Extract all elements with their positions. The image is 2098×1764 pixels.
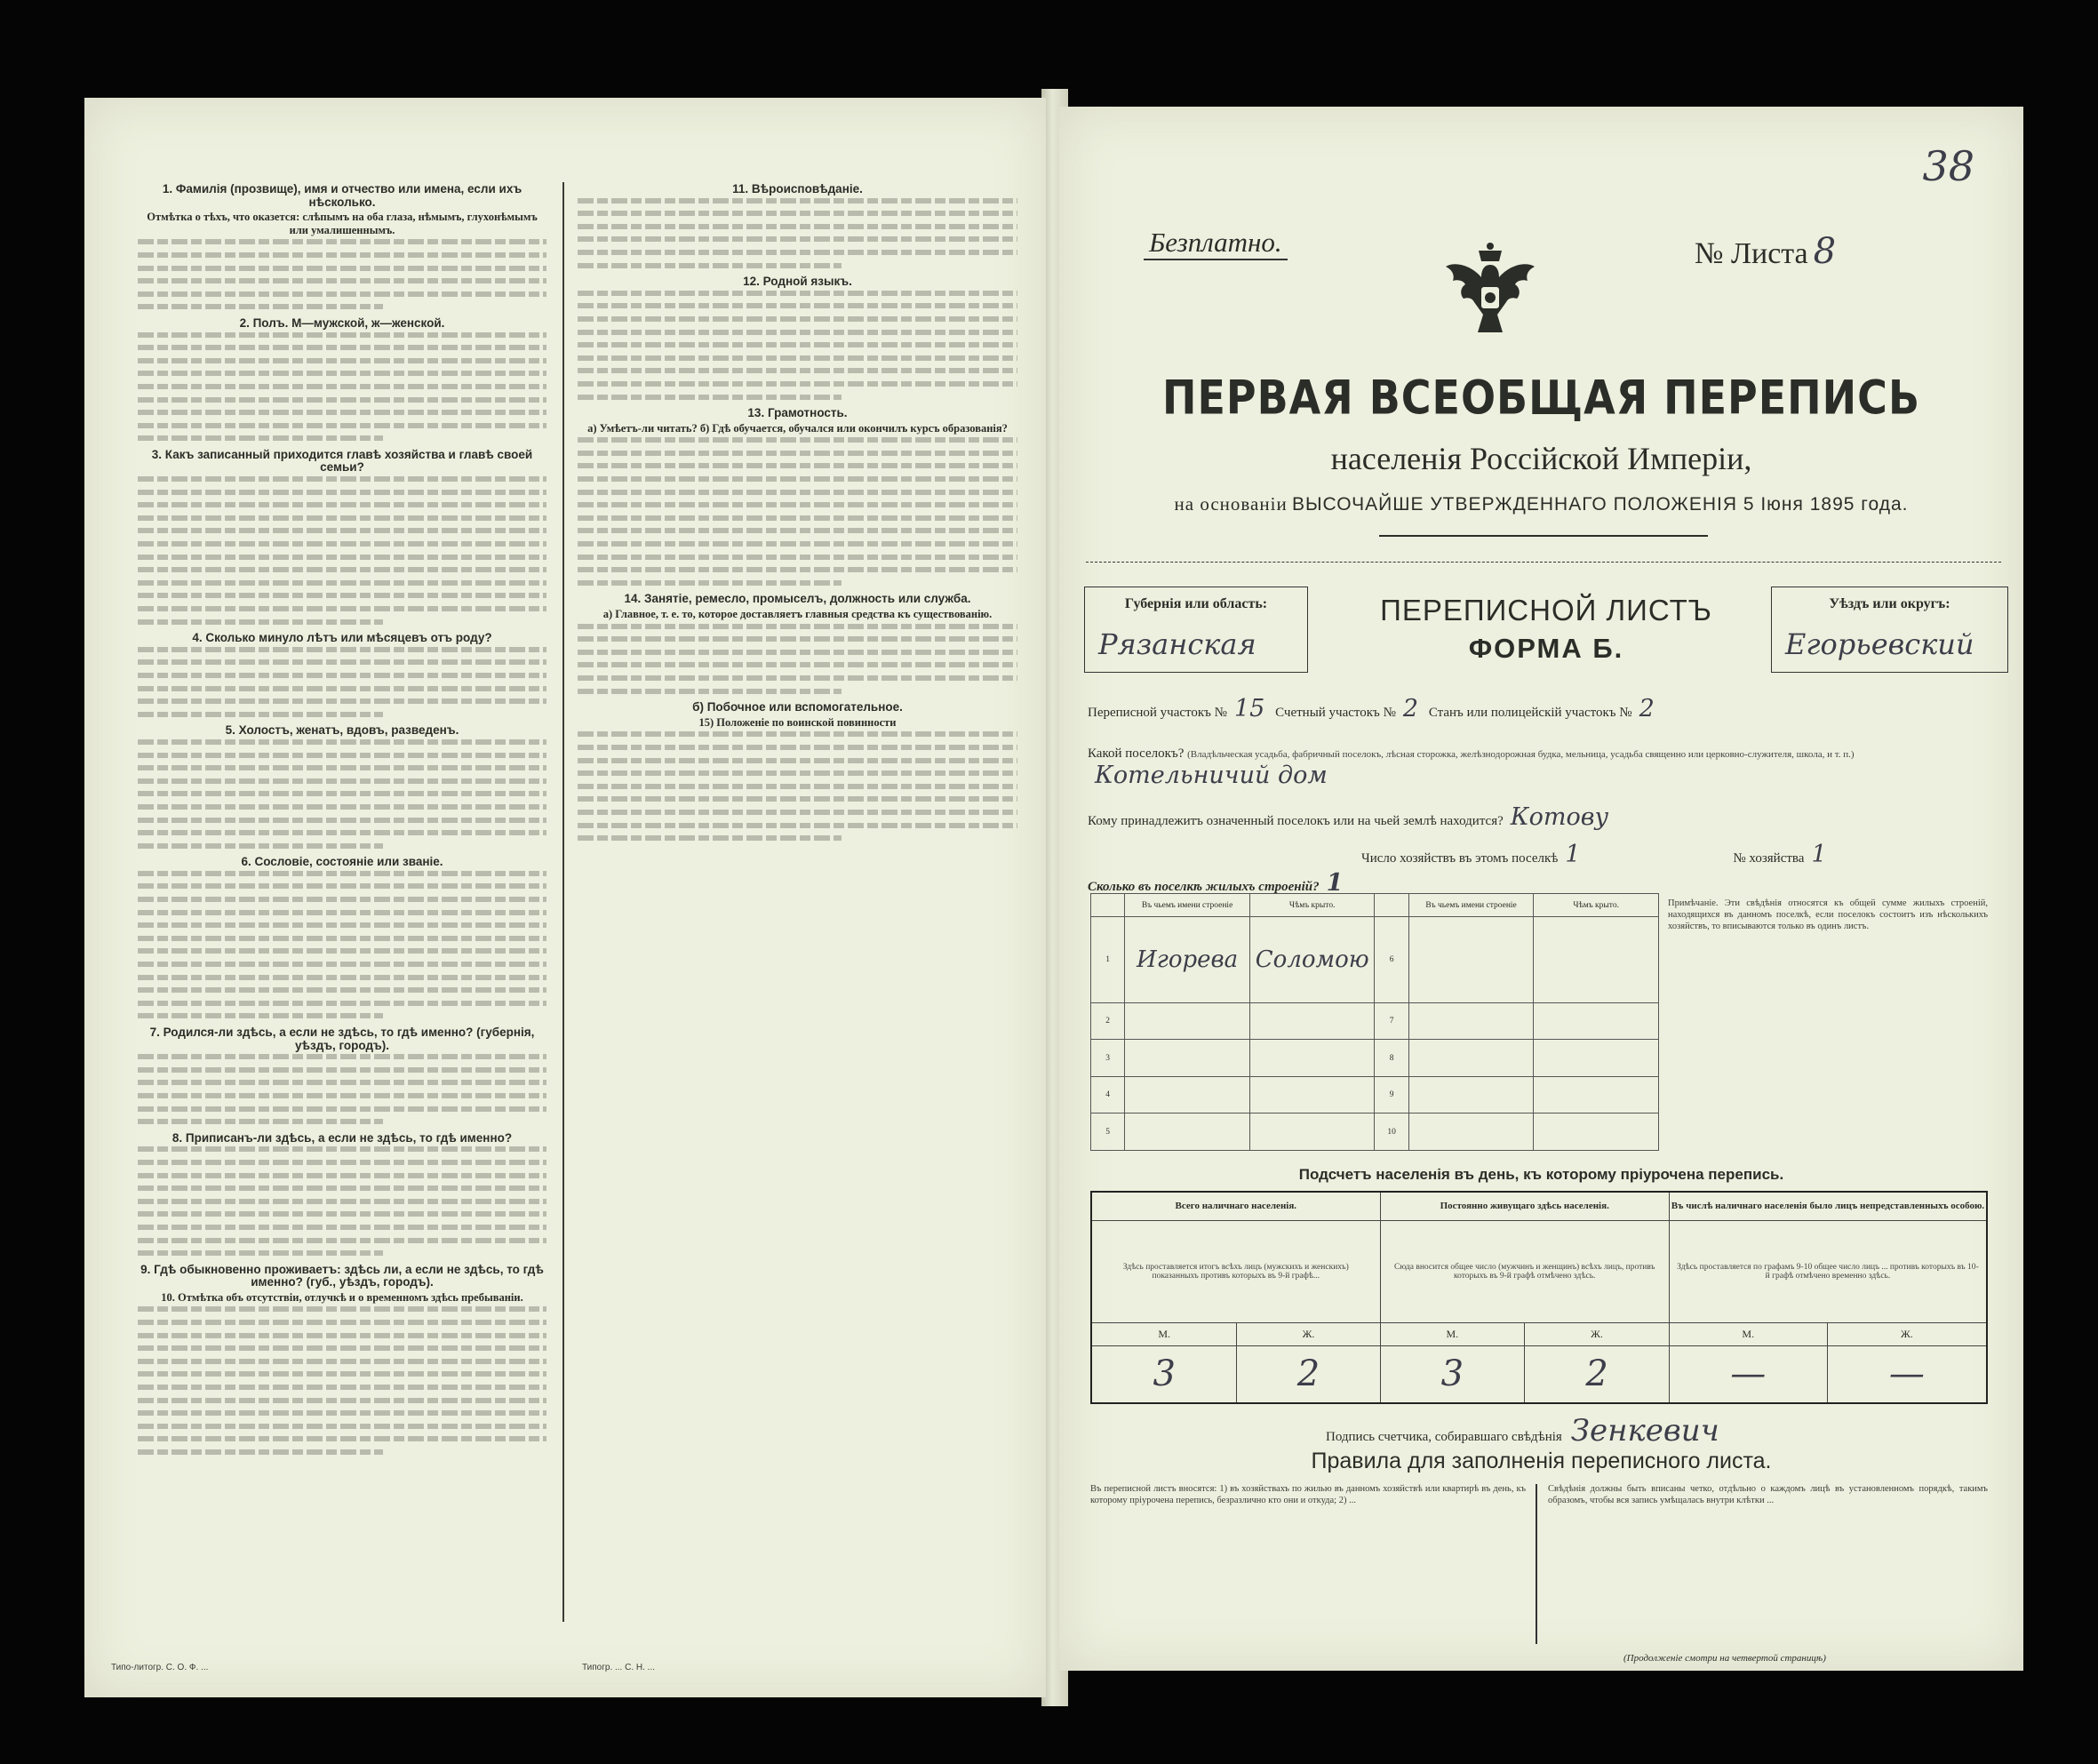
sheet-number-value: 8 — [1813, 231, 1837, 272]
column-divider — [562, 182, 564, 1622]
uezd-value: Егорьевский — [1785, 627, 1974, 661]
illegible-body-text — [138, 1054, 546, 1124]
police-district-value: 2 — [1639, 695, 1655, 722]
unrepresented-female-value: — — [1827, 1345, 1987, 1403]
rules-column-2: Свѣдѣнія должны быть вписаны четко, отдѣльно о каждомъ лицѣ въ установленномъ порядкѣ, такимъ образомъ, чтобы вся запись умѣщалась внутри клѣтки ... — [1548, 1484, 1988, 1505]
illegible-body-text — [578, 198, 1017, 268]
gubernia-label: Губернія или область: — [1124, 596, 1268, 611]
buildings-line: Сколько въ поселкѣ жилыхъ строеній? 1 — [1088, 869, 1344, 897]
gubernia-box — [1084, 587, 1308, 673]
instruction-heading: 12. Родной языкъ. — [743, 275, 852, 289]
instructions-column-a — [138, 178, 546, 1644]
instructions-column-b — [578, 178, 1017, 1644]
rules-title: Правила для заполненія переписного листа. — [1311, 1449, 1772, 1473]
owner-line: Кому принадлежитъ означенный поселокъ или на чьей землѣ находится? Котову — [1088, 803, 1609, 831]
unrepresented-male-value: — — [1669, 1345, 1827, 1403]
instruction-subheading: Отмѣтка о тѣхъ, что оказется: слѣпымъ на оба глаза, нѣмымъ, глухонѣмымъ или умалишеннымъ. — [147, 211, 538, 236]
instruction-subheading: а) Умѣетъ-ли читать? б) Гдѣ обучается, обучался или окончилъ курсъ образованія? — [587, 421, 1008, 435]
illegible-body-text — [138, 871, 546, 1019]
continuation-note: (Продолженіе смотри на четвертой страницѣ) — [1623, 1653, 1826, 1664]
instruction-heading: 9. Гдѣ обыкновенно проживаетъ: здѣсь ли, а если не здѣсь, то гдѣ именно? (губ., уѣздъ, городъ). — [140, 1262, 544, 1289]
buildings-table: Въ чьемъ имени строеніе Чѣмъ крыто. Въ чьемъ имени строеніе Чѣмъ крыто. 1 Игорева Соломою 6 2 7 3 8 4 9 5 10 — [1090, 893, 1659, 1151]
district-value: 15 — [1234, 695, 1265, 722]
dashed-rule — [1086, 562, 2001, 563]
instruction-subheading: 10. Отмѣтка объ отсутствіи, отлучкѣ и о временномъ здѣсь пребываніи. — [161, 1290, 523, 1304]
free-label: Безплатно. — [1144, 227, 1288, 260]
resident-male-value: 3 — [1380, 1345, 1525, 1403]
instruction-heading: б) Побочное или вспомогательное. — [692, 700, 903, 714]
illegible-body-text — [578, 437, 1017, 586]
total-female-value: 2 — [1237, 1345, 1380, 1403]
enumerator-signature-line: Подпись счетчика, собиравшаго свѣдѣнія Зенкевич — [1326, 1413, 1719, 1449]
instruction-heading: 14. Занятіе, ремесло, промыселъ, должность или служба. — [624, 592, 971, 606]
instruction-heading: 7. Родился-ли здѣсь, а если не здѣсь, то гдѣ именно? (губернія, уѣздъ, городъ). — [149, 1026, 535, 1052]
instruction-heading: 5. Холостъ, женатъ, вдовъ, разведенъ. — [225, 723, 459, 738]
instruction-subheading: а) Главное, т. е. то, которое доставляетъ главныя средства къ существованію. — [602, 608, 993, 620]
instruction-subheading: 15) Положеніе по воинской повинности — [698, 715, 897, 729]
illegible-body-text — [578, 291, 1017, 400]
illegible-body-text — [138, 239, 546, 309]
settlement-value: Котельничий дом — [1095, 762, 1328, 789]
population-tally-table: Всего наличнаго населенія. Постоянно живущаго здѣсь населенія. Въ числѣ наличнаго населенія было лицъ непредставленныхъ особою. Здѣсь проставляется итогъ всѣхъ лицъ (мужскихъ и женскихъ) показанныхъ противъ которыхъ въ 9-й графѣ... Сюда вносится общее число (мужчинъ и женщинъ) всѣхъ лицъ, противъ которыхъ въ 9-й графѣ отмѣчено здѣсь. Здѣсь проставляется по графамъ 9-10 общее число лицъ ... противъ которыхъ въ 10-й графѣ отмѣчено временно здѣсь. М. Ж. М. Ж. М. Ж. 3 2 3 2 — — — [1090, 1191, 1988, 1404]
illegible-body-text — [138, 1146, 546, 1256]
building-owner-value: Игорева — [1125, 917, 1250, 1003]
owner-value: Котову — [1510, 803, 1609, 831]
illegible-body-text — [138, 476, 546, 625]
rules-column-1: Въ переписной листъ вносятся: 1) въ хозяйствахъ по жилью въ данномъ хозяйствѣ или квартирѣ въ день, къ которому пріурочена перепись, безразлично кто они и откуда; 2) ... — [1090, 1484, 1526, 1505]
header-boxes — [1084, 587, 2008, 675]
sheet-number-label: № Листа — [1695, 237, 1808, 270]
instruction-heading: 8. Приписанъ-ли здѣсь, а если не здѣсь, то гдѣ именно? — [172, 1130, 513, 1145]
instruction-heading: 6. Сословіе, состояніе или званіе. — [241, 855, 443, 869]
instruction-heading: 11. Вѣроисповѣданіе. — [732, 182, 863, 196]
instruction-heading: 13. Грамотность. — [747, 406, 848, 420]
right-page — [1059, 107, 2023, 1671]
title-rule — [1379, 535, 1708, 537]
uezd-label: Уѣздъ или округъ: — [1829, 596, 1950, 611]
instruction-heading: 4. Сколько минуло лѣтъ или мѣсяцевъ отъ роду? — [192, 631, 492, 645]
total-male-value: 3 — [1091, 1345, 1237, 1403]
double-headed-eagle-icon — [1441, 240, 1539, 355]
gubernia-value: Рязанская — [1098, 627, 1256, 661]
illegible-body-text — [138, 739, 546, 849]
uezd-box — [1771, 587, 2008, 673]
form-subtitle: ФОРМА Б. — [1468, 633, 1624, 664]
tally-heading: Подсчетъ населенія въ день, къ которому пріурочена перепись. — [1298, 1166, 1784, 1183]
rules-divider — [1536, 1484, 1537, 1644]
count-district-value: 2 — [1402, 695, 1419, 722]
instruction-heading: 3. Какъ записанный приходится главѣ хозяйства и главѣ своей семьи? — [151, 447, 533, 475]
illegible-body-text — [578, 624, 1017, 694]
district-line: Переписной участокъ № 15 Счетный участокъ № 2 Станъ или полицейскій участокъ № 2 — [1088, 695, 1655, 722]
instruction-heading: 1. Фамилія (прозвище), имя и отчество или имена, если ихъ нѣсколько. — [162, 182, 523, 209]
illegible-body-text — [138, 1306, 546, 1455]
printer-footer-right: Типогр. ... С. Н. ... — [582, 1663, 656, 1672]
building-roof-value: Соломою — [1249, 917, 1375, 1003]
printer-footer-left: Типо-литогр. С. О. Ф. ... — [111, 1663, 209, 1672]
illegible-body-text — [578, 731, 1017, 841]
resident-female-value: 2 — [1525, 1345, 1670, 1403]
census-subtitle: населенія Россійской Имперіи, — [1330, 441, 1752, 476]
instruction-heading: 2. Полъ. М—мужской, ж—женской. — [239, 315, 445, 330]
households-line: Число хозяйствъ въ этомъ поселкѣ 1 № хозяйства 1 — [1361, 841, 1827, 868]
left-page — [84, 98, 1046, 1697]
legal-basis: на основаніи ВЫСОЧАЙШЕ УТВЕРЖДЕННАГО ПОЛОЖЕНІЯ 5 Іюня 1895 года. — [1174, 493, 1909, 515]
legal-basis-caps: ВЫСОЧАЙШЕ УТВЕРЖДЕННАГО ПОЛОЖЕНІЯ 5 Іюня 1895 года. — [1291, 494, 1909, 515]
buildings-note: Примѣчаніе. Эти свѣдѣнія относятся къ общей сумме жилыхъ строеній, находящихся въ данномъ поселкѣ, если поселокъ состоитъ изъ нѣсколькихъ хозяйствъ, то вписываются только въ одинъ листъ. — [1668, 898, 1988, 931]
settlement-line: Какой поселокъ? (Владѣльческая усадьба, фабричный поселокъ, лѣсная сторожка, желѣзнодорожная будка, мельница, усадьба священно или церковно-служителя, школа, и т. п.) Котельничий дом — [1088, 746, 1855, 789]
archive-page-number: 38 — [1922, 142, 1974, 190]
form-title: ПЕРЕПИСНОЙ ЛИСТЪ — [1380, 594, 1712, 627]
census-title: ПЕРВАЯ ВСЕОБЩАЯ ПЕРЕПИСЬ — [1161, 369, 1921, 426]
sheet-number — [1695, 231, 1836, 272]
illegible-body-text — [138, 647, 546, 717]
illegible-body-text — [138, 332, 546, 442]
enumerator-signature: Зенкевич — [1570, 1413, 1719, 1449]
